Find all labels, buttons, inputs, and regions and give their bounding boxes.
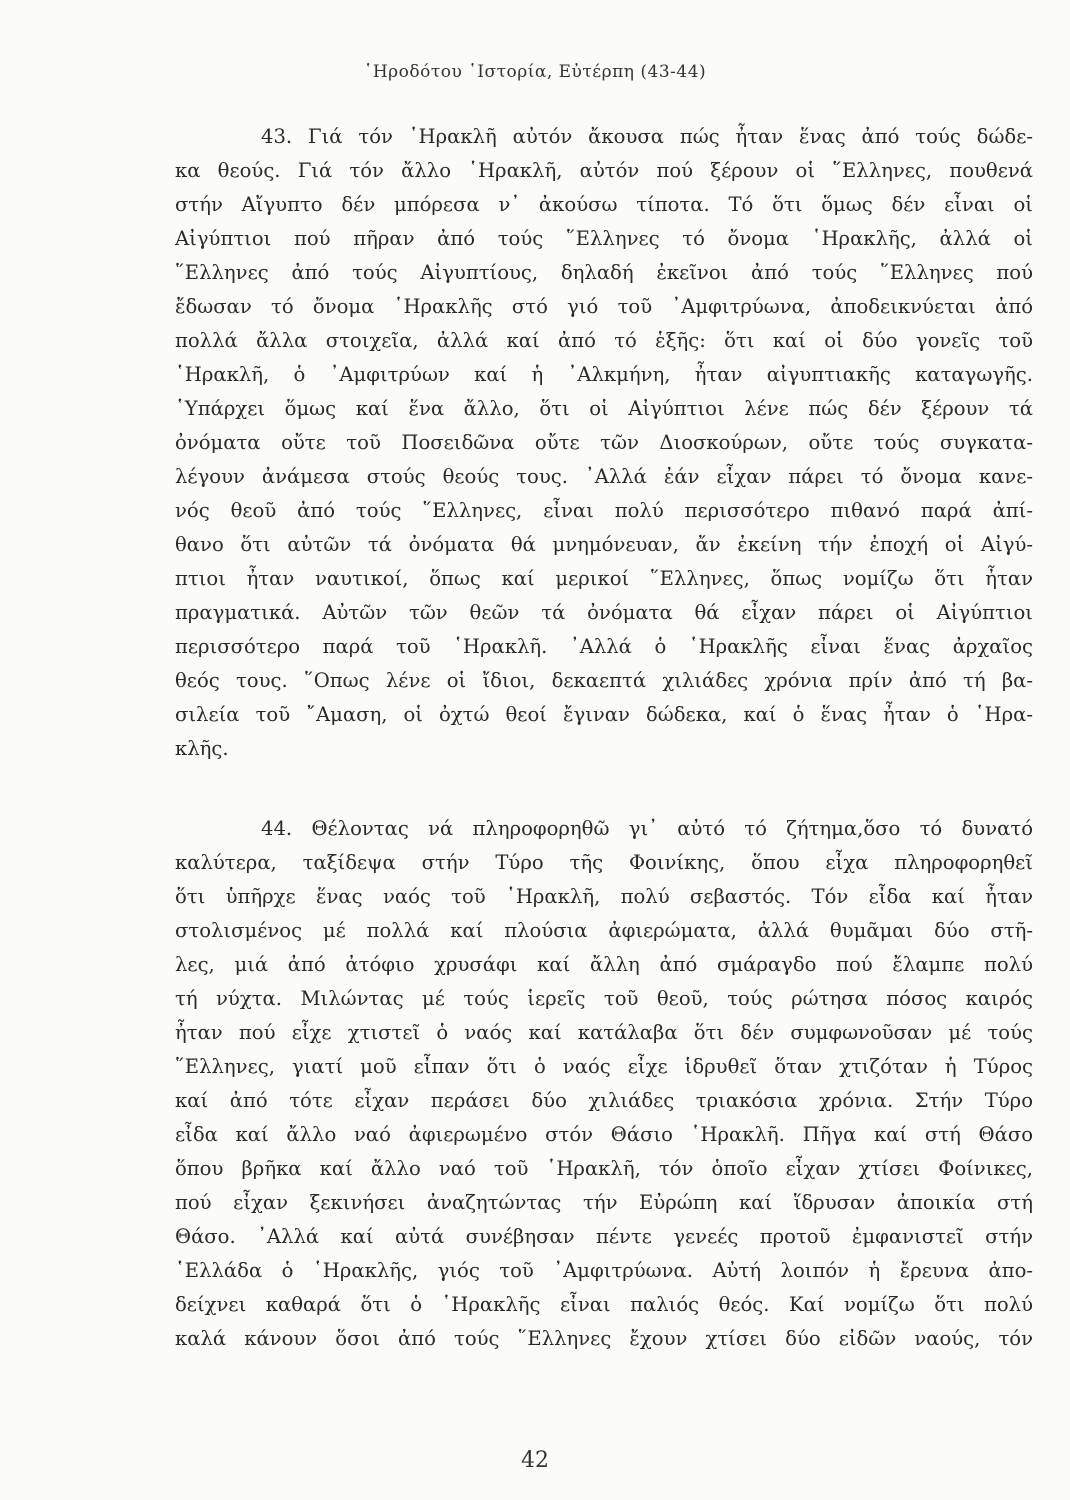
text-line: ῞Ελληνες, γιατί μοῦ εἶπαν ὅτι ὁ ναός εἶχε ἱδρυθεῖ ὅταν χτιζόταν ἡ Τύρος	[175, 1055, 1033, 1078]
running-head: ῾Ηροδότου ῾Ιστορία, Εὐτέρπη (43-44)	[363, 62, 707, 82]
text-line: θεός τους. ῞Οπως λένε οἱ ἴδιοι, δεκαεπτά χιλιάδες χρόνια πρίν ἀπό τή βα-	[175, 669, 1033, 692]
text-line: κα θεούς. Γιά τόν ἄλλο ῾Ηρακλῆ, αὐτόν πού ξέρουν οἱ ῞Ελληνες, πουθενά	[175, 159, 1033, 182]
text-line: ῾Ελλάδα ὁ ῾Ηρακλῆς, γιός τοῦ ᾽Αμφιτρύωνα. Αὐτή λοιπόν ἡ ἔρευνα ἀπο-	[175, 1259, 1033, 1282]
text-line: ἦταν πού εἶχε χτιστεῖ ὁ ναός καί κατάλαβα ὅτι δέν συμφωνοῦσαν μέ τούς	[175, 1021, 1033, 1044]
text-line: Αἰγύπτιοι πού πῆραν ἀπό τούς ῞Ελληνες τό ὄνομα ῾Ηρακλῆς, ἀλλά οἱ	[175, 227, 1033, 250]
text-line: νός θεοῦ ἀπό τούς ῞Ελληνες, εἶναι πολύ περισσότερο πιθανό παρά ἀπί-	[175, 499, 1033, 522]
text-line: ῾Ηρακλῆ, ὁ ᾽Αμφιτρύων καί ἡ ᾽Αλκμήνη, ἦταν αἰγυπτιακῆς καταγωγῆς.	[175, 363, 1033, 386]
text-line: ὅτι ὑπῆρχε ἕνας ναός τοῦ ῾Ηρακλῆ, πολύ σεβαστός. Τόν εἶδα καί ἦταν	[175, 885, 1033, 908]
text-line: τή νύχτα. Μιλώντας μέ τούς ἱερεῖς τοῦ θεοῦ, τούς ρώτησα πόσος καιρός	[175, 987, 1033, 1010]
text-line: καλύτερα, ταξίδεψα στήν Τύρο τῆς Φοινίκης, ὅπου εἶχα πληροφορηθεῖ	[175, 851, 1033, 874]
page-number: 42	[521, 1448, 549, 1473]
text-line: δείχνει καθαρά ὅτι ὁ ῾Ηρακλῆς εἶναι παλιός θεός. Καί νομίζω ὅτι πολύ	[175, 1293, 1033, 1316]
text-line: πολλά ἄλλα στοιχεῖα, ἀλλά καί ἀπό τό ἑξῆς: ὅτι καί οἱ δύο γονεῖς τοῦ	[175, 329, 1033, 352]
text-line: ῾Υπάρχει ὅμως καί ἕνα ἄλλο, ὅτι οἱ Αἰγύπτιοι λένε πώς δέν ξέρουν τά	[175, 397, 1033, 420]
text-line: 43. Γιά τόν ῾Ηρακλῆ αὐτόν ἄκουσα πώς ἦταν ἕνας ἀπό τούς δώδε-	[261, 125, 1033, 148]
text-line: καλά κάνουν ὅσοι ἀπό τούς ῞Ελληνες ἔχουν χτίσει δύο εἰδῶν ναούς, τόν	[175, 1327, 1033, 1350]
body-text	[175, 120, 1033, 1356]
text-line: 44. Θέλοντας νά πληροφορηθῶ γι᾽ αὐτό τό ζήτημα,ὅσο τό δυνατό	[261, 817, 1033, 840]
text-line: ὀνόματα οὔτε τοῦ Ποσειδῶνα οὔτε τῶν Διοσκούρων, οὔτε τούς συγκατα-	[175, 431, 1033, 454]
text-line: πραγματικά. Αὐτῶν τῶν θεῶν τά ὀνόματα θά εἶχαν πάρει οἱ Αἰγύπτιοι	[175, 601, 1033, 624]
text-line: στήν Αἴγυπτο δέν μπόρεσα ν᾽ ἀκούσω τίποτα. Τό ὅτι ὅμως δέν εἶναι οἱ	[175, 193, 1033, 216]
text-line: ἔδωσαν τό ὄνομα ῾Ηρακλῆς στό γιό τοῦ ᾽Αμφιτρύωνα, ἀποδεικνύεται ἀπό	[175, 295, 1033, 318]
text-line: ὅπου βρῆκα καί ἄλλο ναό τοῦ ῾Ηρακλῆ, τόν ὁποῖο εἶχαν χτίσει Φοίνικες,	[175, 1157, 1033, 1180]
text-line: στολισμένος μέ πολλά καί πλούσια ἀφιερώματα, ἀλλά θυμᾶμαι δύο στῆ-	[175, 919, 1033, 942]
paragraph-gap	[175, 766, 1033, 812]
text-line: λέγουν ἀνάμεσα στούς θεούς τους. ᾽Αλλά ἐάν εἶχαν πάρει τό ὄνομα κανε-	[175, 465, 1033, 488]
text-line: καί ἀπό τότε εἶχαν περάσει δύο χιλιάδες τριακόσια χρόνια. Στήν Τύρο	[175, 1089, 1033, 1112]
text-line: ῞Ελληνες ἀπό τούς Αἰγυπτίους, δηλαδή ἐκεῖνοι ἀπό τούς ῞Ελληνες πού	[175, 261, 1033, 284]
paragraph-43	[175, 120, 1033, 766]
text-line: περισσότερο παρά τοῦ ῾Ηρακλῆ. ᾽Αλλά ὁ ῾Ηρακλῆς εἶναι ἕνας ἀρχαῖος	[175, 635, 1033, 658]
text-line: πού εἶχαν ξεκινήσει ἀναζητώντας τήν Εὐρώπη καί ἵδρυσαν ἀποικία στή	[175, 1191, 1033, 1214]
text-line: λες, μιά ἀπό ἀτόφιο χρυσάφι καί ἄλλη ἀπό σμάραγδο πού ἔλαμπε πολύ	[175, 953, 1033, 976]
text-line: κλῆς.	[175, 737, 229, 760]
text-line: θανο ὅτι αὐτῶν τά ὀνόματα θά μνημόνευαν, ἄν ἐκείνη τήν ἐποχή οἱ Αἰγύ-	[175, 533, 1033, 556]
text-line: πτιοι ἦταν ναυτικοί, ὅπως καί μερικοί ῞Ελληνες, ὅπως νομίζω ὅτι ἦταν	[175, 567, 1033, 590]
text-line: εἶδα καί ἄλλο ναό ἀφιερωμένο στόν Θάσιο ῾Ηρακλῆ. Πῆγα καί στή Θάσο	[175, 1123, 1033, 1146]
text-line: σιλεία τοῦ ῎Αμαση, οἱ ὀχτώ θεοί ἔγιναν δώδεκα, καί ὁ ἕνας ἦταν ὁ ῾Ηρα-	[175, 703, 1033, 726]
paragraph-44	[175, 812, 1033, 1356]
text-line: Θάσο. ᾽Αλλά καί αὐτά συνέβησαν πέντε γενεές προτοῦ ἐμφανιστεῖ στήν	[175, 1225, 1033, 1248]
